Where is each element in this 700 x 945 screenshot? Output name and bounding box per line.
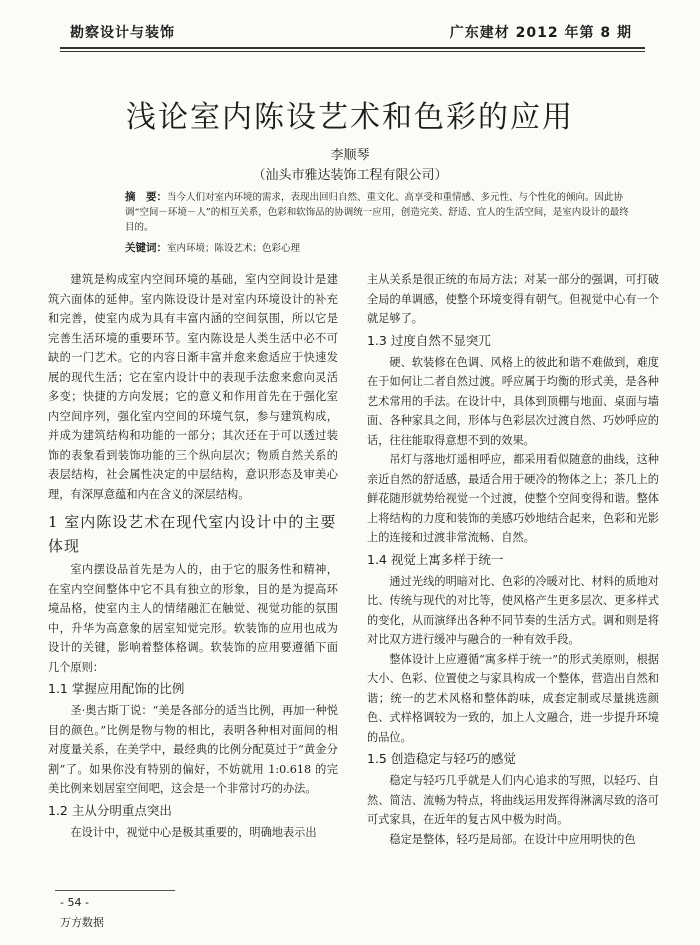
keywords xyxy=(125,240,630,255)
section-1-5-paragraph-b: 稳定是整体，轻巧是局部。在设计中应用明快的色 xyxy=(389,832,636,846)
section-1-3-paragraph-b: 吊灯与落地灯遥相呼应，都采用看似随意的曲线，这种亲近自然的舒适感，最适合用于硬冷的物体之上；茶几上的鲜花随形就势给视觉一个过渡，使整个空间变得和谐。整体上将结构的力度和装饰的美感巧妙地结合起来，色彩和光影上的连接和过渡非常流畅、自然。 xyxy=(367,453,659,544)
footer-rule xyxy=(55,890,175,891)
section-1-4-paragraph-b: 整体设计上应遵循“寓多样于统一”的形式美原则，根据大小、色彩、位置使之与家具构成一个整体，营造出自然和谐；统一的艺术风格和整体韵味，成套定制或尽量挑选颜色、式样格调较为一致的，加上人文融合，进一步提升环境的品位。 xyxy=(367,652,659,744)
journal-issue: 广东建材 2012 年第 8 期 xyxy=(449,25,632,41)
journal-section: 勘察设计与装饰 xyxy=(70,25,175,41)
header-rule xyxy=(60,47,645,49)
running-header xyxy=(0,0,700,70)
section-1-heading: 1 室内陈设艺术在现代室内设计中的主要体现 xyxy=(48,513,337,555)
section-1-2-paragraph: 在设计中，视觉中心是极其重要的，明确地表示出 xyxy=(70,825,317,839)
section-1-2-continuation: 主从关系是很正统的布局方法；对某一部分的强调，可打破全局的单调感，使整个环境变得有朝气。但视觉中心有一个就足够了。 xyxy=(367,273,659,325)
section-1-1-paragraph: 圣·奥古斯丁说：“美是各部分的适当比例，再加一种悦目的颜色。”比例是物与物的相比，表明各种相对面间的相对度量关系，在美学中，最经典的比例分配莫过于“黄金分割”了。如果你没有特别的偏好，不妨就用 1:0.618 的完美比例来划居室空间吧，这会是一个非常讨巧的办法。 xyxy=(48,704,338,795)
article-title: 浅论室内陈设艺术和色彩的应用 xyxy=(126,100,574,135)
author-name: 李顺琴 xyxy=(330,148,370,163)
section-1-4-paragraph-a: 通过光线的明暗对比、色彩的冷暖对比、材料的质地对比、传统与现代的对比等，使风格产生更多层次、更多样式的变化，从而演绎出各种不同节奏的生活方式。调和则是将对比双方进行缓冲与融合的一种有效手段。 xyxy=(367,574,659,646)
intro-paragraph: 建筑是构成室内空间环境的基础，室内空间设计是建筑六面体的延伸。室内陈设设计是对室内环境设计的补充和完善，使室内成为具有丰富内涵的空间氛围，所以它是完善生活环境的重要环节。室内陈设是人类生活中必不可缺的一门艺术。它的内容日渐丰富并愈来愈适应于快速发展的现代生活；它在室内设计中的表现手法愈来愈向灵活多变；快捷的方向发展；它的意义和作用首先在于强化室内空间序列，强化室内空间的环境气氛，参与建筑构成，并成为建筑结构和功能的一部分；其次还在于可以透过装饰的表象看到装饰功能的三个纵向层次；物质自然关系的表层结构，社会属性决定的中层结构，意识形态及审美心理，有深厚意蕴和内在含义的深层结构。 xyxy=(48,273,338,501)
keywords-text: 室内环境；陈设艺术；色彩心理 xyxy=(167,243,301,254)
header-rule-thin xyxy=(60,51,645,52)
section-1-5-paragraph-a: 稳定与轻巧几乎就是人们内心追求的写照，以轻巧、自然、简洁、流畅为特点，将曲线运用发挥得淋漓尽致的洛可可式家具，在近年的复古风中极为时尚。 xyxy=(367,774,659,826)
section-1-2-heading: 1.2 主从分明重点突出 xyxy=(48,802,172,818)
section-1-paragraph: 室内摆设品首先是为人的，由于它的服务性和精神，在室内空间整体中它不具有独立的形象，目的是为提高环境品格，使室内主人的情绪融汇在触觉、视觉功能的氛围中，升华为高意象的居室知觉完形。软装饰的应用也成为设计的关键，影响着整体格调。软装饰的应用要遵循下面几个原则： xyxy=(48,563,338,674)
source-watermark: 万方数据 xyxy=(60,916,104,929)
abstract xyxy=(125,190,630,235)
abstract-text: 当今人们对室内环境的需求，表现出回归自然、重文化、高享受和重情感、多元性、与个性化的倾向。因此协调“空间－环境－人”的相互关系，色彩和软饰品的协调统一应用，创造完美、舒适、宜人的生活空间，是室内设计的最终目的。 xyxy=(125,192,629,233)
right-column xyxy=(367,270,659,849)
left-column xyxy=(48,270,338,842)
section-1-5-heading: 1.5 创造稳定与轻巧的感觉 xyxy=(367,751,516,766)
section-1-1-heading: 1.1 掌握应用配饰的比例 xyxy=(48,681,185,696)
section-1-3-heading: 1.3 过度自然不显突兀 xyxy=(367,332,491,348)
section-1-3-paragraph-a: 硬、软装修在色调、风格上的彼此和谐不难做到，难度在于如何让二者自然过渡。呼应属于均衡的形式美，是各种艺术常用的手法。在设计中，具体到顶棚与地面、桌面与墙面、各种家具之间，形体与色彩层次过渡自然、巧妙呼应的话，往往能取得意想不到的效果。 xyxy=(367,355,659,447)
keywords-label: 关键词： xyxy=(125,242,167,254)
page-number: - 54 - xyxy=(60,896,89,909)
author-affiliation: （汕头市雅达装饰工程有限公司） xyxy=(252,168,448,183)
abstract-label: 摘 要： xyxy=(125,191,167,203)
section-1-4-heading: 1.4 视觉上寓多样于统一 xyxy=(367,551,504,567)
